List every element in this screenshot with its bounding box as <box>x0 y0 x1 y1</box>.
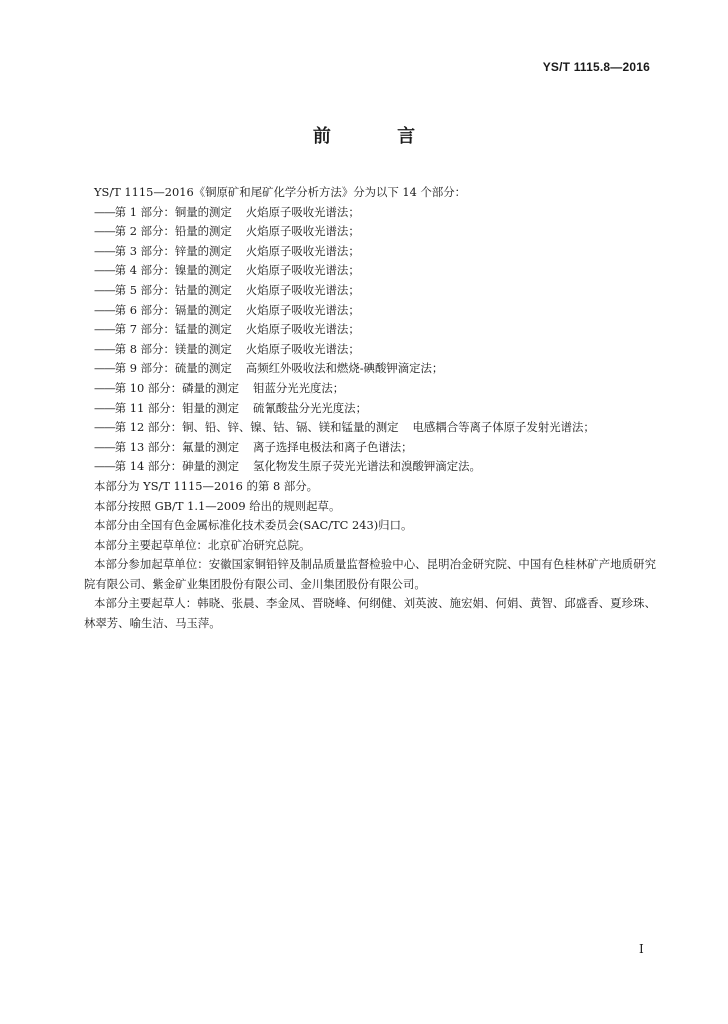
em-dash: —— <box>94 439 115 454</box>
list-item <box>84 222 656 242</box>
part-method: 钼蓝分光光度法； <box>253 380 345 395</box>
part-label: 第 8 部分：镁量的测定 <box>114 341 232 356</box>
list-item <box>84 242 656 262</box>
part-label: 第 5 部分：钴量的测定 <box>114 282 232 297</box>
em-dash: —— <box>94 282 115 297</box>
em-dash: —— <box>94 459 115 474</box>
em-dash: —— <box>94 341 115 356</box>
part-label: 第 11 部分：钼量的测定 <box>114 400 240 415</box>
part-label: 第 13 部分：氟量的测定 <box>114 439 240 454</box>
em-dash: —— <box>94 302 115 317</box>
part-label: 第 4 部分：镍量的测定 <box>114 263 232 278</box>
part-label: 第 7 部分：锰量的测定 <box>114 322 232 337</box>
em-dash: —— <box>94 420 115 435</box>
list-item <box>84 438 656 458</box>
list-item <box>84 261 656 281</box>
part-method: 火焰原子吸收光谱法； <box>245 263 360 278</box>
em-dash: —— <box>94 204 115 219</box>
part-method: 火焰原子吸收光谱法； <box>245 243 360 258</box>
list-item <box>84 359 656 379</box>
standard-code: YS/T 1115.8—2016 <box>542 60 650 74</box>
list-item <box>84 301 656 321</box>
part-label: 第 14 部分：砷量的测定 <box>114 459 240 474</box>
part-method: 高频红外吸收法和燃烧-碘酸钾滴定法； <box>245 361 444 376</box>
part-method: 火焰原子吸收光谱法； <box>245 282 360 297</box>
em-dash: —— <box>94 400 115 415</box>
committee-statement: 本部分由全国有色金属标准化技术委员会(SAC/TC 243)归口。 <box>94 518 413 533</box>
part-label: 第 9 部分：硫量的测定 <box>114 361 232 376</box>
drafting-rules-statement: 本部分按照 GB/T 1.1—2009 给出的规则起草。 <box>94 498 341 513</box>
list-item <box>84 281 656 301</box>
part-label: 第 10 部分：磷量的测定 <box>114 380 240 395</box>
part-method: 电感耦合等离子体原子发射光谱法； <box>412 420 595 435</box>
list-item <box>84 457 656 477</box>
list-item <box>84 340 656 360</box>
part-label: 第 6 部分：镉量的测定 <box>114 302 232 317</box>
participating-units: 本部分参加起草单位：安徽国家铜铅锌及制品质量监督检验中心、昆明冶金研究院、中国有色桂林矿产地质研究院有限公司、紫金矿业集团股份有限公司、金川集团股份有限公司。 <box>84 557 656 591</box>
part-method: 氢化物发生原子荧光光谱法和溴酸钾滴定法。 <box>253 459 481 474</box>
main-drafters: 本部分主要起草人：韩晓、张晨、李金凤、晋晓峰、何纲健、刘英波、施宏娟、何娟、黄智、邱盛香、夏珍珠、林翠芳、喻生洁、马玉萍。 <box>84 596 656 631</box>
em-dash: —— <box>94 224 115 239</box>
page-number: I <box>639 942 644 956</box>
list-item <box>84 203 656 223</box>
part-method: 火焰原子吸收光谱法； <box>245 204 360 219</box>
part-method: 火焰原子吸收光谱法； <box>245 341 360 356</box>
part-label: 第 3 部分：锌量的测定 <box>114 243 232 258</box>
part-method: 离子选择电极法和离子色谱法； <box>253 439 413 454</box>
main-drafting-unit: 本部分主要起草单位：北京矿冶研究总院。 <box>94 537 311 552</box>
page-title: 前 言 <box>312 126 446 147</box>
list-item <box>84 399 656 419</box>
em-dash: —— <box>94 243 115 258</box>
em-dash: —— <box>94 361 115 376</box>
part-method: 硫氰酸盐分光光度法； <box>253 400 367 415</box>
intro-paragraph: YS/T 1115—2016《铜原矿和尾矿化学分析方法》分为以下 14 个部分： <box>94 185 467 199</box>
list-item <box>84 418 656 438</box>
em-dash: —— <box>94 322 115 337</box>
part-method: 火焰原子吸收光谱法； <box>245 224 360 239</box>
em-dash: —— <box>94 380 115 395</box>
em-dash: —— <box>94 263 115 278</box>
part-method: 火焰原子吸收光谱法； <box>245 322 360 337</box>
part-method: 火焰原子吸收光谱法； <box>245 302 360 317</box>
part-label: 第 2 部分：铅量的测定 <box>114 224 232 239</box>
part-label: 第 1 部分：铜量的测定 <box>114 204 232 219</box>
part-number-statement: 本部分为 YS/T 1115—2016 的第 8 部分。 <box>94 478 318 493</box>
list-item <box>84 320 656 340</box>
preface-body <box>84 183 656 634</box>
parts-list <box>84 203 656 477</box>
part-label: 第 12 部分：铜、铅、锌、镍、钴、镉、镁和锰量的测定 <box>114 420 399 435</box>
list-item <box>84 379 656 399</box>
